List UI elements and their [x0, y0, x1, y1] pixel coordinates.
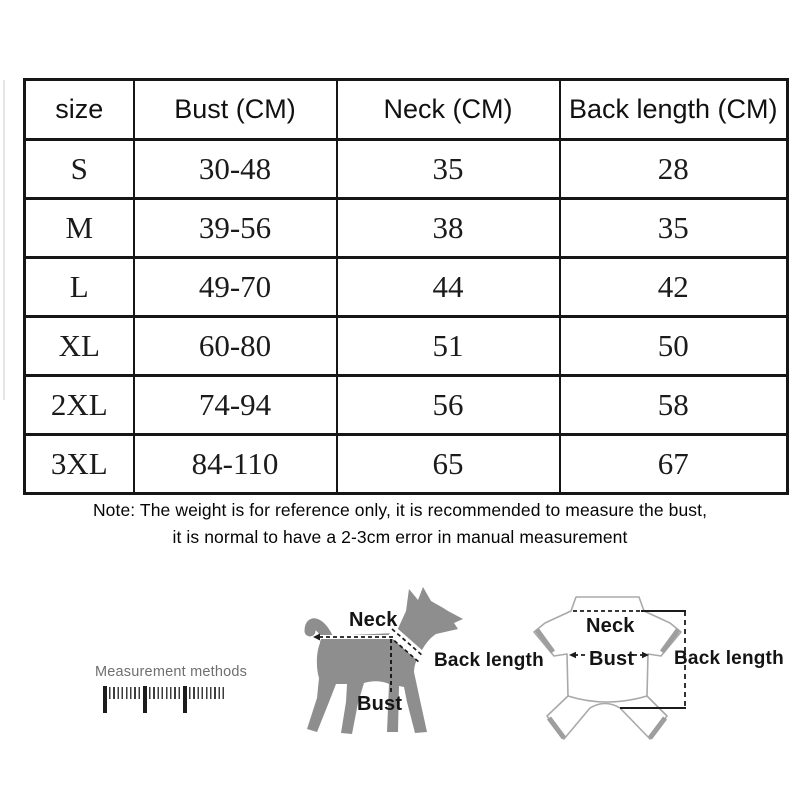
cell-bust: 60-80 — [134, 317, 337, 376]
cell-size: XL — [25, 317, 134, 376]
col-header-size: size — [25, 80, 134, 140]
cell-bust: 74-94 — [134, 376, 337, 435]
ruler-mark — [143, 686, 147, 713]
ruler-icon — [103, 686, 231, 714]
cell-size: 3XL — [25, 435, 134, 494]
cell-bust: 49-70 — [134, 258, 337, 317]
dog-neck-label: Neck — [349, 609, 398, 631]
table-row-l — [25, 258, 788, 317]
col-header-bust: Bust (CM) — [134, 80, 337, 140]
cell-back-length: 58 — [560, 376, 788, 435]
garment-back-length-label: Back length — [674, 648, 784, 669]
cell-back-length: 35 — [560, 199, 788, 258]
note-text — [0, 497, 800, 551]
cell-neck: 51 — [337, 317, 560, 376]
note-line-2: it is normal to have a 2-3cm error in manual measurement — [172, 527, 628, 547]
ruler-ticks — [109, 687, 141, 699]
dog-back-length-label: Back length — [434, 650, 544, 671]
cell-bust: 30-48 — [134, 140, 337, 199]
ruler-ticks — [149, 687, 181, 699]
cell-back-length: 28 — [560, 140, 788, 199]
cell-size: L — [25, 258, 134, 317]
scan-artifact-line — [3, 80, 5, 400]
ruler-mark — [103, 686, 107, 713]
ruler-mark — [183, 686, 187, 713]
cell-back-length: 42 — [560, 258, 788, 317]
table-header-row — [25, 80, 788, 140]
size-table — [23, 78, 789, 495]
col-header-neck: Neck (CM) — [337, 80, 560, 140]
cell-size: M — [25, 199, 134, 258]
cell-bust: 84-110 — [134, 435, 337, 494]
cell-bust: 39-56 — [134, 199, 337, 258]
cell-size: S — [25, 140, 134, 199]
note-line-1: Note: The weight is for reference only, it is recommended to measure the bust, — [92, 500, 708, 520]
table-row-2xl — [25, 376, 788, 435]
cell-neck: 56 — [337, 376, 560, 435]
garment-neck-label: Neck — [586, 615, 635, 637]
cell-back-length: 50 — [560, 317, 788, 376]
dog-bust-label: Bust — [357, 693, 403, 715]
measurement-methods-caption: Measurement methods — [95, 664, 248, 680]
table-row-s — [25, 140, 788, 199]
cell-size: 2XL — [25, 376, 134, 435]
table-row-3xl — [25, 435, 788, 494]
cell-neck: 44 — [337, 258, 560, 317]
col-header-back-length: Back length (CM) — [560, 80, 788, 140]
table-row-m — [25, 199, 788, 258]
garment-bust-label: Bust — [589, 648, 635, 670]
cell-neck: 38 — [337, 199, 560, 258]
table-row-xl — [25, 317, 788, 376]
cell-back-length: 67 — [560, 435, 788, 494]
cell-neck: 65 — [337, 435, 560, 494]
ruler-ticks — [189, 687, 225, 699]
cell-neck: 35 — [337, 140, 560, 199]
